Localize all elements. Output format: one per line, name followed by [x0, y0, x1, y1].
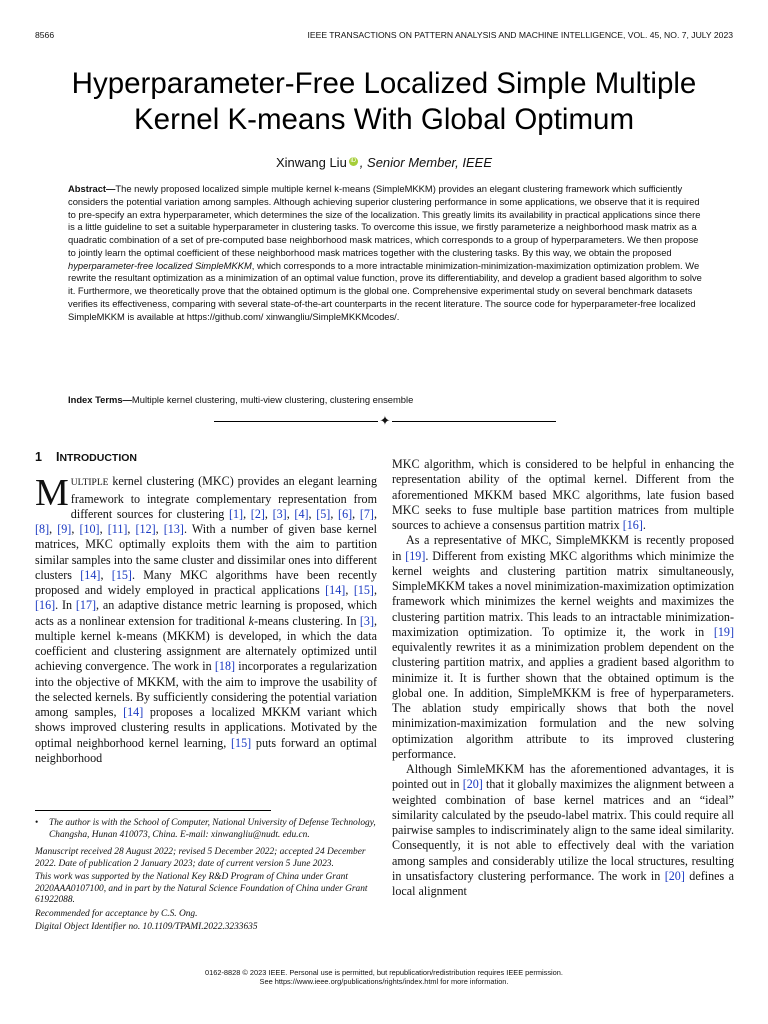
- citation-link[interactable]: [9]: [57, 522, 72, 536]
- text: ,: [155, 522, 164, 536]
- text: . Different from existing MKC algorithms which minimize the kernel weights and clustering partition matrix simultaneously, SimpleMKKM takes a novel minimization-maximization optimization framework which minimizes the kernel weights and maximizes the clustering partition matrix. This leads to an intractable minimization-maximization optimization. To optimize it, the work in: [392, 548, 734, 639]
- text: ,: [352, 506, 360, 521]
- author-line: [0, 155, 768, 170]
- text: incorporates a regularization into the objective of MKKM, with the aim to improve the usability of the selected kernels. By sufficiently considering the potential variation among samples,: [35, 659, 377, 719]
- text: . In: [55, 598, 76, 613]
- citation-link[interactable]: [14]: [80, 567, 101, 582]
- citation-link[interactable]: [5]: [316, 506, 331, 521]
- text: MKC algorithm, which is considered to be helpful in enhancing the representation ability of the optimal kernel. Different from the aforementioned MKKM based MKC algorithms, late fusion based MKC seeks to fuse multiple base partition matrices from multiple sources to achieve a consensus partition matrix: [392, 457, 734, 532]
- citation-link[interactable]: [6]: [338, 506, 353, 521]
- section-title-rest: NTRODUCTION: [59, 452, 138, 464]
- text: kernel clustering (MKC) provides an elegant learning framework to integrate complementary representation from different sources for clustering: [70, 474, 377, 521]
- section-title-first: I: [55, 450, 60, 464]
- text: . With a number of given base kernel matrices, MKC optimally exploits them with the aim to partition similar samples into the same cluster and dissimilar ones into different clusters: [35, 522, 377, 582]
- citation-link[interactable]: [20]: [664, 868, 685, 883]
- text: ,: [286, 506, 295, 521]
- orcid-icon[interactable]: iD: [350, 158, 357, 164]
- section-heading: [35, 450, 377, 466]
- citation-link[interactable]: [20]: [462, 777, 483, 792]
- citation-link[interactable]: [8]: [35, 522, 50, 536]
- text: ,: [99, 522, 108, 536]
- author-note-text: The author is with the School of Computer, National University of Defense Technology, Changsha, Hunan 410073, China. E-mail: xinwangliu@nudt. edu.cn.: [49, 818, 376, 840]
- divider-diamond-icon: ✦: [379, 413, 391, 428]
- citation-link[interactable]: [14]: [325, 583, 346, 597]
- journal-name: IEEE TRANSACTIONS ON PATTERN ANALYSIS AND MACHINE INTELLIGENCE, VOL. 45, NO. 7, JULY 2023: [307, 30, 733, 40]
- title-line-2: Kernel K-means With Global Optimum: [133, 103, 635, 136]
- drop-cap: M: [35, 472, 69, 515]
- abstract: [68, 183, 704, 323]
- abstract-text-2: , which corresponds to a more intractable minimization-minimization-maximization optimization problem. We rewrite the resultant optimization as a minimization of an optimal value function, prove its differentiability, and develop a gradient based algorithm to solve it. Furthermore, we theoretically prove that the obtained optimum is the global one. Comprehensive experimental study on several benchmark datasets verifies its effectiveness, comparing with several state-of-the-art counterparts in the recent literature. The source code for hyperparameter-free localized SimpleMKKM is available at https://github.com/ xinwangliu/SimpleMKKMcodes/.: [68, 259, 702, 322]
- math-k: k: [248, 613, 255, 628]
- text: Although SimleMKKM has the aforementioned advantages, it is pointed out in: [392, 762, 734, 792]
- text: defines a local alignment: [392, 868, 734, 898]
- first-word-rest: ULTIPLE: [70, 478, 109, 489]
- citation-link[interactable]: [3]: [359, 613, 374, 628]
- text: , multiple kernel k-means (MKKM) is developed, in which the data coefficient and clustering assignment are alternately optimized until achieving convergence. The work in: [35, 613, 378, 674]
- text: .: [642, 518, 646, 532]
- copyright-line-2: See https://www.ieee.org/publications/rights/index.html for more information.: [259, 977, 509, 986]
- citation-link[interactable]: [13]: [163, 522, 184, 536]
- text: As a representative of MKC, SimpleMKKM is recently proposed in: [392, 533, 734, 563]
- intro-paragraph-1: [35, 474, 377, 766]
- author-name: Xinwang Liu: [275, 155, 347, 170]
- left-column: [35, 450, 377, 766]
- manuscript-footnote: Manuscript received 28 August 2022; revised 5 December 2022; accepted 24 December 2022. Date of publication 2 January 2023; date of current version 5 June 2023.: [35, 847, 366, 869]
- support-footnote: This work was supported by the National Key R&D Program of China under Grant 2020AAA0107100, and in part by the Natural Science Foundation of China under Grant 61922088.: [35, 872, 368, 905]
- text: ,: [49, 522, 58, 536]
- text: equivalently rewrites it as a minimization problem dependent on the clustering partition matrix, and applies a gradient based algorithm to minimize it. It is further shown that the obtained optimum is the global one. In addition, SimpleMKKM is free of hyperparameters. The ablation study empirically shows that both the novel minimization-maximization formulation and the new solving optimization algorithm attribute to its improved clustering performance.: [392, 640, 734, 761]
- paper-title: [20, 66, 748, 138]
- section-number: 1: [35, 450, 42, 464]
- right-paragraph-3: [392, 762, 734, 899]
- citation-link[interactable]: [19]: [713, 624, 734, 639]
- abstract-text-1: The newly proposed localized simple multiple kernel k-means (SimpleMKKM) provides an elegant clustering framework which sufficiently considers the potential variation among samples. Although achieving superior clustering performance in some applications, we observe that it is required to pre-specify an extra hyperparameter, which determines the size of the localization. This greatly limits its availability in practical applications since there is a little guideline to set a suitable hyperparameter in clustering tasks. To overcome this issue, we firstly parameterize a neighborhood mask matrix as a quadratic combination of a set of pre-computed base neighborhood mask matrices, which corresponds to a group of hyperparameters. We then propose to jointly learn the optimal coefficient of these neighborhood mask matrices together with the clustering tasks. By this way, we obtain the proposed: [68, 183, 701, 258]
- recommended-footnote: Recommended for acceptance by C.S. Ong.: [35, 908, 198, 919]
- index-terms-text: Multiple kernel clustering, multi-view clustering, clustering ensemble: [131, 394, 414, 405]
- running-head: [35, 30, 733, 44]
- citation-link[interactable]: [1]: [228, 506, 244, 521]
- right-paragraph-1: [392, 457, 734, 533]
- citation-link[interactable]: [2]: [250, 506, 265, 521]
- citation-link[interactable]: [15]: [231, 735, 252, 750]
- footnotes: [35, 818, 377, 936]
- citation-link[interactable]: [17]: [75, 598, 97, 613]
- citation-link[interactable]: [16]: [622, 518, 643, 532]
- text: . Many MKC algorithms have been recently proposed and widely employed in practical applications: [35, 567, 378, 597]
- text: proposes a localized MKKM variant which shows improved clustering results in applications. Motivated by the optimal neighborhood kernel learning,: [35, 705, 377, 750]
- text: ,: [308, 506, 317, 521]
- page-number: 8566: [35, 30, 55, 40]
- citation-link[interactable]: [14]: [123, 705, 144, 719]
- citation-link[interactable]: [12]: [135, 522, 156, 536]
- citation-link[interactable]: [3]: [272, 506, 287, 521]
- index-terms: [68, 394, 704, 407]
- citation-link[interactable]: [15]: [353, 583, 374, 597]
- text: ,: [373, 583, 377, 597]
- citation-link[interactable]: [7]: [359, 506, 374, 521]
- copyright-notice: [0, 968, 768, 986]
- title-line-1: Hyperparameter-Free Localized Simple Multiple: [71, 67, 697, 100]
- author-affiliation: , Senior Member, IEEE: [359, 155, 493, 170]
- text: ,: [373, 506, 377, 521]
- citation-link[interactable]: [19]: [405, 548, 426, 563]
- citation-link[interactable]: [15]: [111, 567, 132, 582]
- footnote-rule: [35, 810, 271, 811]
- author-footnote: [35, 818, 377, 841]
- index-terms-label: Index Terms—: [68, 394, 132, 405]
- text: ,: [264, 506, 273, 521]
- text: ,: [330, 506, 339, 521]
- right-paragraph-2: [392, 533, 734, 762]
- citation-link[interactable]: [10]: [79, 522, 100, 536]
- text: ,: [243, 506, 251, 521]
- citation-link[interactable]: [18]: [214, 659, 236, 674]
- text: ,: [100, 567, 112, 582]
- citation-link[interactable]: [11]: [107, 522, 128, 536]
- doi-footnote: Digital Object Identifier no. 10.1109/TPAMI.2022.3233635: [35, 922, 258, 932]
- text: ,: [71, 522, 80, 536]
- bullet-icon: •: [35, 818, 39, 828]
- text: , an adaptive distance metric learning is proposed, which acts as a nonlinear extension for traditional: [35, 598, 377, 628]
- text: -means clustering. In: [254, 613, 360, 628]
- text: that it globally maximizes the alignment between a weighted combination of base kernel matrices and an “ideal” similarity calculated by the pseudo-label matrix. This could require all pairwise samples to indiscriminately align to the same ideal similarity. Consequently, it is not able to effectively deal with the variation among samples and considerably utilize the local structures, resulting in unsatisfactory clustering performance. The work in: [392, 777, 734, 883]
- copyright-line-1: 0162-8828 © 2023 IEEE. Personal use is permitted, but republication/redistribution requires IEEE permission.: [205, 968, 563, 977]
- text: ,: [127, 522, 136, 536]
- citation-link[interactable]: [4]: [294, 506, 309, 521]
- citation-link[interactable]: [16]: [35, 598, 56, 613]
- text: ,: [345, 583, 354, 597]
- abstract-label: Abstract—: [68, 183, 116, 194]
- text: puts forward an optimal neighborhood: [35, 735, 377, 765]
- abstract-italic: hyperparameter-free localized SimpleMKKM: [68, 259, 252, 271]
- right-column: [392, 457, 734, 899]
